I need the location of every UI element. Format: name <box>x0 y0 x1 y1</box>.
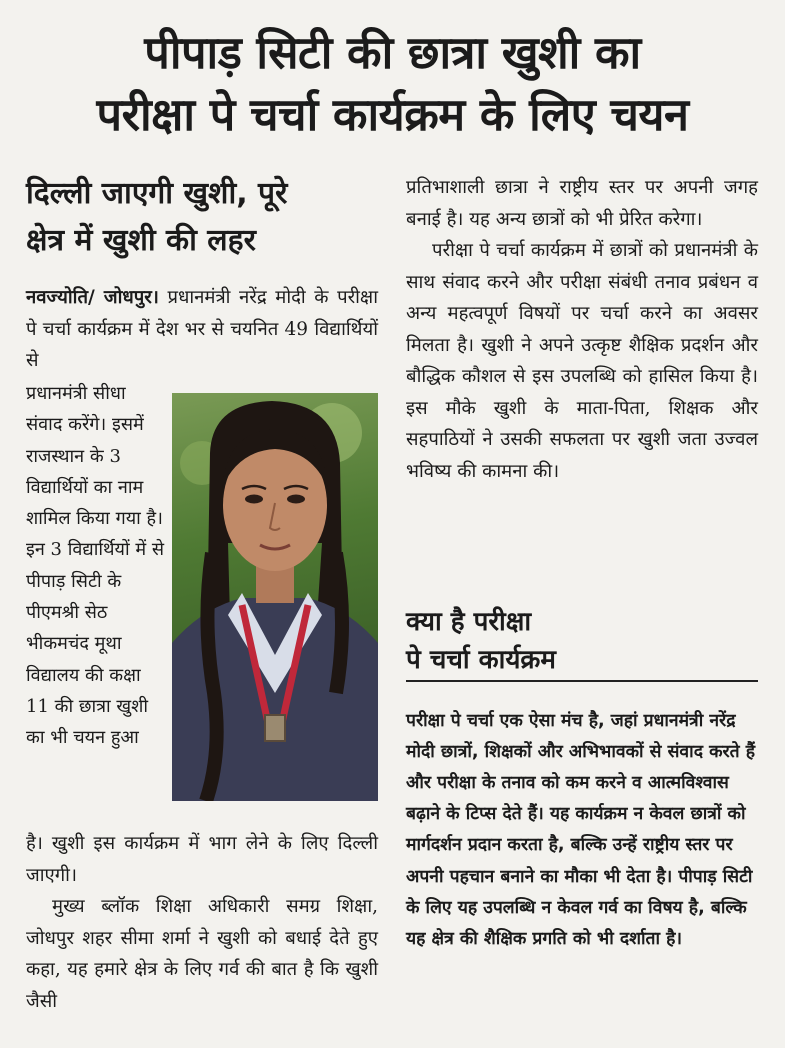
article-paragraph-right <box>406 172 758 487</box>
page-bottom-edge <box>0 1036 785 1048</box>
article-paragraph-program: परीक्षा पे चर्चा कार्यक्रम में छात्रों को प्रधानमंत्री के साथ संवाद करने और परीक्षा संबंधी तनाव प्रबंधन व अन्य महत्वपूर्ण विषयों पर चर्चा करने का अवसर मिलता है। खुशी ने अपने उत्कृष्ट शैक्षिक प्रदर्शन और बौद्धिक कौशल से इस उपलब्धि को हासिल किया है। इस मौके खुशी के माता-पिता, शिक्षक और सहपाठियों ने उसकी सफलता पर खुशी जता उज्वल भविष्य की कामना की। <box>406 240 758 482</box>
headline <box>10 22 775 146</box>
article-paragraph-continued <box>26 828 378 1017</box>
article-paragraph-quote: मुख्य ब्लॉक शिक्षा अधिकारी समग्र शिक्षा, जोधपुर शहर सीमा शर्मा ने खुशी को बधाई देते हुए कहा, यह हमारे क्षेत्र के लिए गर्व की बात है कि खुशी जैसी <box>26 896 378 1012</box>
subheadline-line-1: दिल्ली जाएगी खुशी, पूरे <box>26 176 288 211</box>
box-heading <box>406 603 758 679</box>
subheadline-line-2: क्षेत्र में खुशी की लहर <box>26 223 256 258</box>
subheadline <box>26 170 378 264</box>
student-portrait-image <box>172 393 378 801</box>
headline-line-2: परीक्षा पे चर्चा कार्यक्रम के लिए चयन <box>96 88 689 141</box>
box-heading-line-1: क्या है परीक्षा <box>406 607 532 637</box>
intro-text: प्रधानमंत्री नरेंद्र मोदी के परीक्षा पे चर्चा कार्यक्रम में देश भर से चयनित 49 विद्यार्थियों से <box>26 287 378 371</box>
box-body-text: परीक्षा पे चर्चा एक ऐसा मंच है, जहां प्रधानमंत्री नरेंद्र मोदी छात्रों, शिक्षकों और अभिभावकों से संवाद करते हैं और परीक्षा के तनाव को कम करने व आत्मविश्वास बढ़ाने के टिप्स देते हैं। यह कार्यक्रम न केवल छात्रों को मार्गदर्शन प्रदान करता है, बल्कि उन्हें राष्ट्रीय स्तर पर अपनी पहचान बनाने का मौका भी देता है। पीपाड़ सिटी के लिए यह उपलब्धि न केवल गर्व का विषय है, बल्कि यह क्षेत्र की शैक्षिक प्रगति को भी दर्शाता है। <box>406 710 756 949</box>
box-divider <box>406 680 758 682</box>
article-paragraph-intro <box>26 282 378 377</box>
quote-continued-text: प्रतिभाशाली छात्रा ने राष्ट्रीय स्तर पर अपनी जगह बनाई है। यह अन्य छात्रों को भी प्रेरित करेगा। <box>406 177 758 230</box>
box-heading-line-2: पे चर्चा कार्यक्रम <box>406 645 556 675</box>
intro-end-text: है। खुशी इस कार्यक्रम में भाग लेने के लिए दिल्ली जाएगी। <box>26 833 378 886</box>
headline-line-1: पीपाड़ सिटी की छात्रा खुशी का <box>144 26 641 79</box>
student-photo <box>172 393 378 801</box>
dateline: नवज्योति/ जोधपुर। <box>26 287 159 308</box>
article-paragraph-wrap: प्रधानमंत्री सीधा संवाद करेंगे। इसमें राजस्थान के 3 विद्यार्थियों का नाम शामिल किया गया है। इन 3 विद्यार्थियों में से पीपाड़ सिटी के पीएमश्री सेठ भीकमचंद मूथा विद्यालय की कक्षा 11 की छात्रा खुशी का भी चयन हुआ <box>26 383 165 749</box>
